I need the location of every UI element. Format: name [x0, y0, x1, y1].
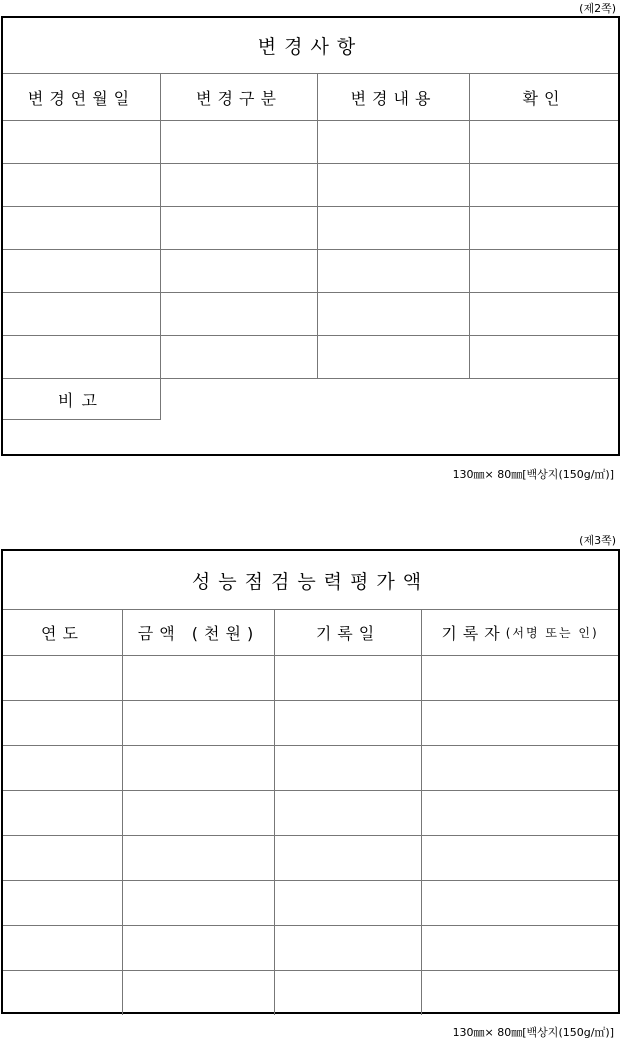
- form-title: 성능점검능력평가액: [3, 551, 618, 610]
- table-cell[interactable]: [3, 336, 161, 378]
- table-row: [3, 293, 618, 336]
- table-cell[interactable]: [275, 971, 422, 1015]
- remarks-section[interactable]: [3, 379, 618, 460]
- table-cell[interactable]: [3, 121, 161, 163]
- table-cell[interactable]: [470, 293, 618, 335]
- table-cell[interactable]: [318, 336, 470, 378]
- table-cell[interactable]: [470, 250, 618, 292]
- table-row: [3, 701, 618, 746]
- table-cell[interactable]: [422, 926, 618, 970]
- table-cell[interactable]: [470, 121, 618, 163]
- table-cell[interactable]: [470, 336, 618, 378]
- table-cell[interactable]: [275, 791, 422, 835]
- performance-evaluation-form: [1, 549, 620, 1014]
- table-cell[interactable]: [318, 293, 470, 335]
- header-recorder-label: 기록자: [441, 624, 506, 643]
- table-cell[interactable]: [3, 746, 123, 790]
- table-cell[interactable]: [3, 836, 123, 880]
- table-cell[interactable]: [123, 971, 275, 1015]
- table-cell[interactable]: [161, 121, 318, 163]
- table-cell[interactable]: [422, 791, 618, 835]
- table-cell[interactable]: [3, 791, 123, 835]
- remarks-label: 비고: [3, 379, 161, 420]
- page-label-3: (제3쪽): [579, 534, 616, 547]
- paper-spec-footer: 130㎜× 80㎜[백상지(150g/㎡)]: [452, 468, 614, 481]
- form-title: 변경사항: [3, 18, 618, 74]
- header-recorder-note: (서명 또는 인): [505, 626, 599, 640]
- table-cell[interactable]: [422, 656, 618, 700]
- table-cell[interactable]: [422, 746, 618, 790]
- header-recorder: [422, 610, 618, 655]
- table-row: [3, 881, 618, 926]
- table-cell[interactable]: [123, 791, 275, 835]
- table-cell[interactable]: [318, 207, 470, 249]
- table-row: [3, 971, 618, 1015]
- header-change-type: 변경구분: [161, 74, 318, 120]
- table-cell[interactable]: [123, 746, 275, 790]
- table-row: [3, 926, 618, 971]
- table-header: [3, 74, 618, 121]
- table-cell[interactable]: [422, 881, 618, 925]
- table-cell[interactable]: [3, 971, 123, 1015]
- table-row: [3, 746, 618, 791]
- table-header: [3, 610, 618, 656]
- paper-spec-footer: 130㎜× 80㎜[백상지(150g/㎡)]: [452, 1026, 614, 1039]
- table-cell[interactable]: [161, 293, 318, 335]
- table-cell[interactable]: [3, 250, 161, 292]
- table-row: [3, 250, 618, 293]
- header-year: 연도: [3, 610, 123, 655]
- table-row: [3, 656, 618, 701]
- table-row: [3, 791, 618, 836]
- table-cell[interactable]: [123, 881, 275, 925]
- table-cell[interactable]: [123, 656, 275, 700]
- table-cell[interactable]: [123, 836, 275, 880]
- table-cell[interactable]: [470, 207, 618, 249]
- table-cell[interactable]: [470, 164, 618, 206]
- header-confirm: 확인: [522, 88, 566, 108]
- table-row: [3, 121, 618, 164]
- table-cell[interactable]: [275, 926, 422, 970]
- table-cell[interactable]: [422, 701, 618, 745]
- table-cell[interactable]: [275, 746, 422, 790]
- header-change-date: 변경연월일: [3, 74, 161, 120]
- table-cell[interactable]: [3, 293, 161, 335]
- table-cell[interactable]: [3, 701, 123, 745]
- table-cell[interactable]: [123, 701, 275, 745]
- table-cell[interactable]: [3, 656, 123, 700]
- table-cell[interactable]: [3, 207, 161, 249]
- table-cell[interactable]: [3, 926, 123, 970]
- table-cell[interactable]: [123, 926, 275, 970]
- table-row: [3, 164, 618, 207]
- table-cell[interactable]: [3, 881, 123, 925]
- table-cell[interactable]: [275, 656, 422, 700]
- table-cell[interactable]: [275, 701, 422, 745]
- table-cell[interactable]: [161, 207, 318, 249]
- table-cell[interactable]: [161, 250, 318, 292]
- table-cell[interactable]: [422, 971, 618, 1015]
- table-row: [3, 207, 618, 250]
- table-cell[interactable]: [422, 836, 618, 880]
- table-cell[interactable]: [318, 121, 470, 163]
- header-change-content: 변경내용: [318, 74, 470, 120]
- table-cell[interactable]: [275, 836, 422, 880]
- page-label-2: (제2쪽): [579, 2, 616, 15]
- table-cell[interactable]: [3, 164, 161, 206]
- header-record-date: 기록일: [275, 610, 422, 655]
- table-cell[interactable]: [275, 881, 422, 925]
- table-cell[interactable]: [318, 164, 470, 206]
- table-cell[interactable]: [161, 164, 318, 206]
- header-amount: 금액 (천원): [123, 610, 275, 655]
- table-row: [3, 336, 618, 379]
- table-cell[interactable]: [161, 336, 318, 378]
- change-history-form: [1, 16, 620, 456]
- table-row: [3, 836, 618, 881]
- table-cell[interactable]: [318, 250, 470, 292]
